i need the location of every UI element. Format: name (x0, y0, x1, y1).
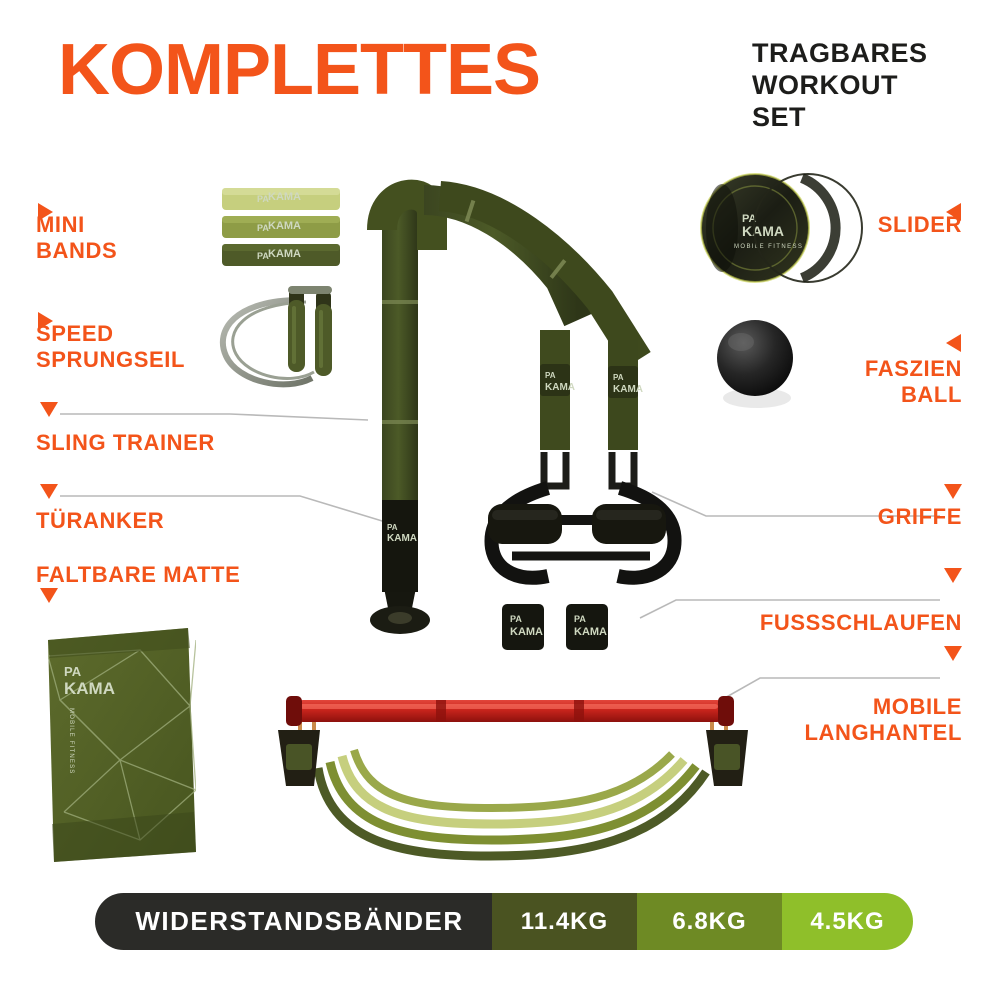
svg-text:PA: PA (545, 371, 556, 380)
svg-text:PA: PA (387, 523, 398, 532)
svg-text:KAMA: KAMA (387, 533, 417, 544)
label-speed-sprungseil (36, 321, 185, 373)
mobile-barbell-image (278, 696, 748, 856)
resistance-band-legend (95, 893, 913, 950)
svg-text:KAMA: KAMA (268, 220, 301, 232)
label-faltbare-matte-line-1: FALTBARE MATTE (36, 562, 241, 587)
foldable-mat-image (48, 628, 196, 862)
label-griffe-line-1: GRIFFE (877, 504, 962, 529)
svg-text:KAMA: KAMA (64, 679, 115, 698)
svg-text:PA: PA (257, 194, 269, 204)
svg-text:KAMA: KAMA (510, 626, 543, 638)
page-subtitle-line-3: SET (752, 101, 807, 132)
page-title: KOMPLETTES (58, 30, 541, 110)
label-faszienball-line-1: FASZIEN (864, 356, 962, 381)
resistance-value-1: 11.4KG (492, 893, 637, 950)
svg-text:PA: PA (574, 614, 586, 624)
svg-text:KAMA: KAMA (268, 248, 301, 260)
label-slider (878, 212, 962, 238)
speed-rope-image (223, 286, 332, 384)
sling-trainer-image (370, 195, 675, 634)
svg-text:PA: PA (742, 213, 757, 225)
svg-text:KAMA: KAMA (268, 191, 301, 203)
griffe-marker (944, 484, 962, 499)
label-tueranker (36, 508, 164, 534)
label-speed-sprungseil-line-1: SPEED (36, 321, 114, 346)
resistance-legend-title: WIDERSTANDSBÄNDER (95, 893, 492, 950)
svg-text:PA: PA (613, 373, 624, 382)
foot-straps-image (502, 604, 608, 650)
label-mobile-langhantel-line-1: MOBILE (872, 694, 962, 719)
label-mini-bands (36, 212, 117, 264)
mobile-langhantel-marker (944, 646, 962, 661)
svg-text:MOBILE FITNESS: MOBILE FITNESS (734, 244, 804, 250)
label-mobile-langhantel-line-2: LANGHANTEL (804, 719, 962, 745)
faltbare-matte-marker (40, 588, 58, 603)
page-subtitle-line-1: TRAGBARES (752, 38, 928, 68)
fussschlaufen-marker (944, 568, 962, 583)
label-faltbare-matte (36, 562, 240, 588)
svg-text:PA: PA (257, 223, 269, 233)
svg-text:KAMA: KAMA (545, 382, 575, 393)
label-faszienball-line-2: BALL (900, 381, 962, 407)
label-griffe (878, 504, 962, 530)
label-sling-trainer (36, 430, 215, 456)
mini-bands-image (222, 188, 340, 266)
resistance-value-3: 4.5KG (782, 893, 913, 950)
label-faszienball (865, 356, 962, 408)
label-mini-bands-line-1: MINI (36, 212, 85, 237)
svg-text:KAMA: KAMA (574, 626, 607, 638)
label-mobile-langhantel (804, 694, 962, 746)
resistance-value-2: 6.8KG (637, 893, 782, 950)
label-fussschlaufen-line-1: FUSSSCHLAUFEN (759, 610, 962, 635)
svg-text:MOBILE FITNESS: MOBILE FITNESS (68, 708, 74, 775)
label-tueranker-line-1: TÜRANKER (36, 508, 165, 533)
svg-text:PA: PA (257, 251, 269, 261)
sling-trainer-marker (40, 402, 58, 417)
label-sling-trainer-line-1: SLING TRAINER (36, 430, 215, 455)
tueranker-marker (40, 484, 58, 499)
svg-text:KAMA: KAMA (613, 384, 643, 395)
label-fussschlaufen (760, 610, 962, 636)
label-mini-bands-line-2: BANDS (36, 237, 118, 263)
page-subtitle-line-2: WORKOUT (752, 69, 898, 100)
svg-text:PA: PA (64, 664, 82, 679)
fascia-ball-image (717, 320, 793, 408)
svg-text:PA: PA (510, 614, 522, 624)
svg-text:KAMA: KAMA (742, 223, 784, 239)
label-slider-line-1: SLIDER (877, 212, 962, 237)
slider-image (701, 174, 862, 282)
label-speed-sprungseil-line-2: SPRUNGSEIL (36, 346, 186, 372)
faszienball-marker (946, 334, 961, 352)
